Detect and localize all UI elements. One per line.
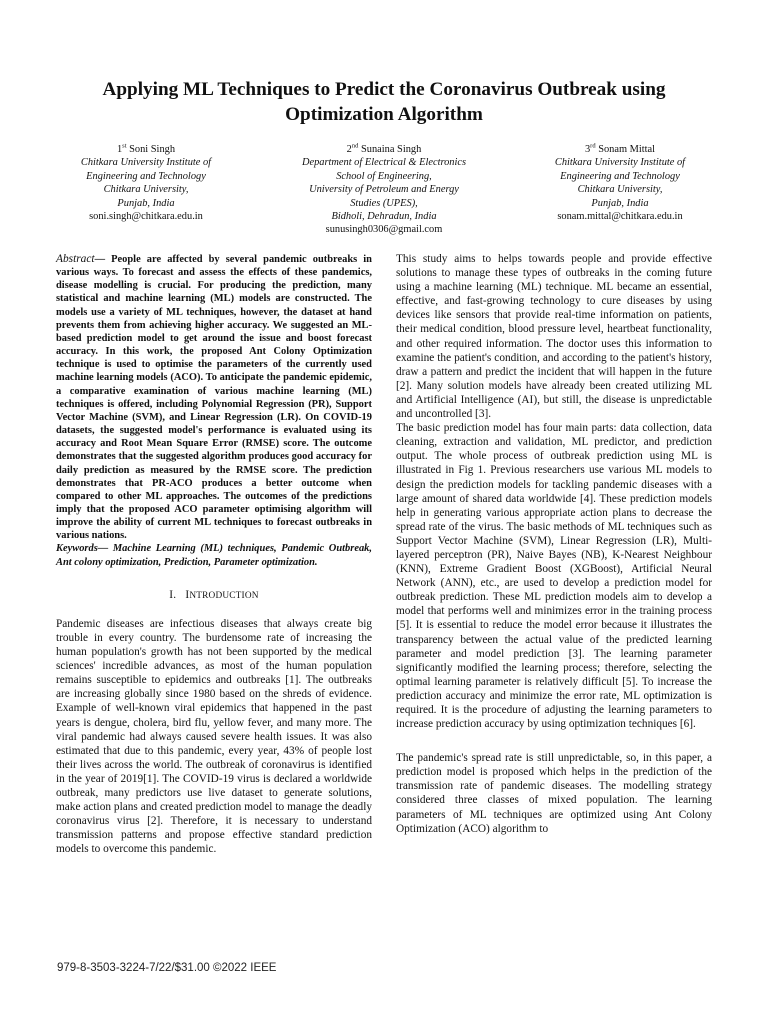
author-block xyxy=(0,143,768,238)
section-numeral: I. xyxy=(169,588,177,601)
keywords xyxy=(56,542,372,568)
author-3-affiliation-line: Engineering and Technology xyxy=(560,170,680,182)
section-heading-introduction xyxy=(56,588,372,603)
author-2-affiliation-line: Studies (UPES), xyxy=(350,197,418,209)
author-3-ordinal: rd xyxy=(590,142,596,150)
right-column xyxy=(396,252,712,836)
author-1-email: soni.singh@chitkara.edu.in xyxy=(89,211,203,223)
abstract-label: Abstract xyxy=(56,253,95,265)
author-3-number: 3 xyxy=(584,144,591,155)
abstract-dash: — xyxy=(94,254,106,265)
body-paragraph: The basic prediction model has four main parts: data collection, data cleaning, extraction and validation, ML predictor, and prediction output. The whole process of outbreak prediction using ML is illustrated in Fig 1. Previous researchers use various ML models to design the prediction models for tackling pandemic diseases with a large amount of shared data worldwide [4]. These prediction models help in generating various appropriate action plans to decrease the spread rate of the virus. The basic methods of ML techniques such as Support Vector Machine (SVM), Linear Regression (LR), Multi-layered perceptron (PR), Naive Bayes (NB), K-Nearest Neighbour (KNN), Extreme Gradient Boost (XGBoost), Artificial Neural Network (ANN), etc., are used to develop a prediction model for outbreak prediction. These ML prediction models aim to develop a model that performs well and minimizes error in the training process [5]. It is essential to reduce the model error because it illustrates the transparency between the actual value of the predicted learning parameter and model prediction [3]. The learning parameter significantly modified the learning process; therefore, selecting the optimal learning parameter is relatively difficult [5]. To increase the prediction accuracy and minimize the error rate, ML optimization is required. It is the procedure of adjusting the learning parameters to increase prediction accuracy by using optimization techniques [6]. xyxy=(396,422,712,731)
author-2-affiliation-line: Bidholi, Dehradun, India xyxy=(331,211,437,223)
paper-title: Applying ML Techniques to Predict the Coronavirus Outbreak using Optimization Algorithm xyxy=(102,79,666,125)
author-3-affiliation-line: Punjab, India xyxy=(591,197,649,209)
author-2-affiliation-line: School of Engineering, xyxy=(336,170,432,182)
body-paragraph: The pandemic's spread rate is still unpredictable, so, in this paper, a prediction model is proposed which helps in the prediction of the transmission rate of pandemic diseases. The modelling strategy considered three classes of mixed population. The learning parameters of ML techniques are optimized using Ant Colony Optimization (ACO) algorithm to xyxy=(396,752,712,835)
author-2-number: 2 xyxy=(346,144,352,155)
author-3 xyxy=(530,143,710,223)
left-column xyxy=(56,253,372,856)
keywords-label: Keywords— xyxy=(56,543,109,555)
author-3-email: sonam.mittal@chitkara.edu.in xyxy=(557,211,683,223)
author-2-email: sunusingh0306@gmail.com xyxy=(325,224,443,236)
author-2-affiliation-line: Department of Electrical & Electronics xyxy=(301,157,467,169)
author-1 xyxy=(56,143,236,223)
author-2-ordinal: nd xyxy=(351,142,359,150)
author-2-affiliation-line: University of Petroleum and Energy xyxy=(309,184,459,196)
paragraph-gap xyxy=(396,731,712,751)
body-paragraph: This study aims to helps towards people and provide effective solutions to manage these types of outbreaks in the coming future using a machine learning (ML) technique. ML became an essential, effective, and fast-growing technology to cure diseases by using devices like sensors that provide real-time information on patients, their medical condition, blood pressure level, heartbeat functionality, and other required information. The doctor uses this information to examine the patient's condition, and according to the patient's history, draw a pattern and predict the incident that will happen in the future [2]. Many solution models have already been created utilizing ML and Artificial Intelligence (AI), but still, the disease is unpredictable and uncontrolled [3]. xyxy=(396,253,712,421)
author-1-name: Soni Singh xyxy=(129,144,176,155)
copyright-footer: 979-8-3503-3224-7/22/$31.00 ©2022 IEEE xyxy=(57,962,277,974)
author-1-number: 1 xyxy=(116,144,123,155)
abstract-text: People are affected by several pandemic outbreaks in various ways. To forecast and assess the effects of these pandemics, disease modelling is crucial. For producing the prediction, many statistical and machine learning (ML) models are constructed. The models use a variety of ML techniques, however, the dataset at hand prevents them from achieving higher accuracy. We suggested an ML-based prediction model to get around the issue and boost forecast accuracy. In this work, the proposed Ant Colony Optimization technique is used to optimise the parameters of the currently used machine learning models (ACO). To anticipate the pandemic epidemic, a comparative examination of various machine learning (ML) techniques is offered, including Polynomial Regression (PR), Support Vector Machine (SVM), and Linear Regression (LR). On COVID-19 datasets, the suggested model's performance is evaluated using its accuracy and Root Mean Square Error (RMSE) score. The outcome demonstrates that the suggested algorithm produces good accuracy for daily prediction as measured by the RMSE score. The prediction demonstrates that PR-ACO produces a better outcome when compared to other ML approaches. The outcomes of the predictions imply that the proposed ACO parameter optimising algorithm will improve the ability of current ML techniques to forecast outbreaks in various nations. xyxy=(56,254,372,542)
abstract xyxy=(56,253,372,542)
author-3-affiliation-line: Chitkara University Institute of xyxy=(554,157,686,169)
author-1-ordinal: st xyxy=(122,142,127,150)
intro-paragraph: Pandemic diseases are infectious diseases that always create big trouble in every country. The burdensome rate of increasing the human population's growth has not been supported by the medical sciences' incredible advances, as most of the human population remains susceptible to epidemics and outbreaks [1]. The outbreaks are increasing globally since 1980 based on the shreds of evidence. Example of well-known viral epidemics that happened in the past years is dengue, cholera, bird flu, yellow fever, and many more. The viral pandemic had always caused severe health issues. It was also estimated that due to this pandemic, every year, 43% of people lost their lives across the world. The outbreak of coronavirus is identified in the year of 2019[1]. The COVID-19 virus is declared a worldwide outbreak, many predictors use live dataset to generate solutions, make action plans and created prediction model to manage the deadly coronavirus virus [2]. Therefore, it is necessary to understand transmission patterns and propose effective standard prediction models to overcome this pandemic. xyxy=(56,617,372,856)
author-1-affiliation-line: Engineering and Technology xyxy=(86,170,206,182)
author-3-affiliation-line: Chitkara University, xyxy=(577,184,663,196)
author-3-name: Sonam Mittal xyxy=(598,144,656,155)
author-1-affiliation-line: Punjab, India xyxy=(117,197,175,209)
section-title-rest: NTRODUCTION xyxy=(189,590,259,601)
author-1-affiliation-line: Chitkara University, xyxy=(103,184,189,196)
author-1-affiliation-line: Chitkara University Institute of xyxy=(80,157,212,169)
author-2-name: Sunaina Singh xyxy=(360,144,422,155)
keywords-text: Machine Learning (ML) techniques, Pandemic Outbreak, Ant colony optimization, Prediction, Parameter optimization. xyxy=(56,543,372,568)
section-title-initial: I xyxy=(185,588,190,601)
author-2 xyxy=(284,143,484,237)
